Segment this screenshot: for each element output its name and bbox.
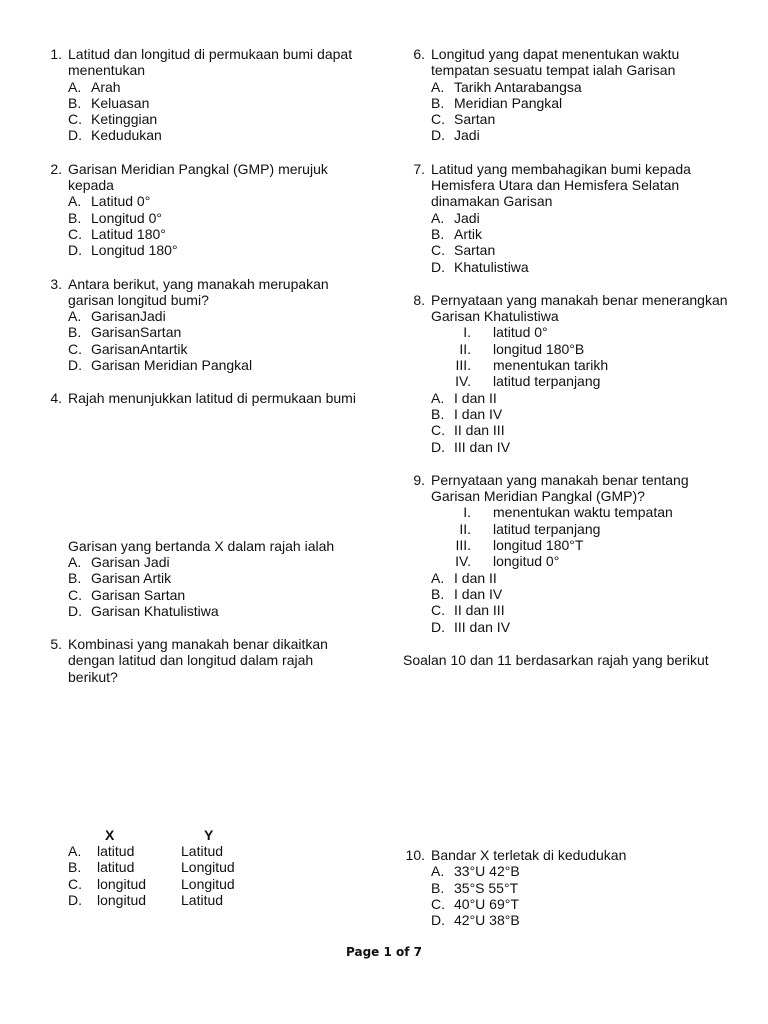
question-3 — [40, 276, 370, 374]
question-7 — [403, 161, 738, 275]
question-text: Pernyataan yang manakah benar menerangkan — [431, 291, 728, 308]
option-c: C. Garisan Sartan — [68, 586, 186, 603]
question-6 — [403, 46, 738, 144]
question-4 — [40, 390, 370, 619]
question-number: 5. — [50, 636, 62, 653]
option-d: D. Khatulistiwa — [431, 258, 529, 275]
question-text: berikut? — [68, 668, 118, 685]
question-2 — [40, 161, 370, 259]
option-d: D. III dan IV — [431, 438, 511, 455]
question-1 — [40, 46, 370, 144]
option-a: A. I dan II — [431, 389, 497, 406]
question-text: menentukan — [68, 62, 146, 79]
question-text: Longitud yang dapat menentukan waktu — [431, 46, 680, 62]
left-column — [40, 46, 370, 908]
question-text: Latitud dan longitud di permukaan bumi dapat — [68, 46, 353, 62]
option-a: A. Tarikh Antarabangsa — [431, 78, 582, 95]
table-row: C. longitud Longitud — [68, 875, 235, 892]
statement-2: II. latitud terpanjang — [459, 520, 601, 537]
option-d: D. 42°U 38°B — [431, 912, 520, 929]
option-b: B. Artik — [431, 225, 482, 242]
question-stem: Garisan yang bertanda X dalam rajah ialah — [68, 537, 335, 554]
option-c: C. Sartan — [431, 111, 496, 128]
question-8 — [403, 292, 738, 455]
option-b: B. Longitud 0° — [68, 209, 162, 226]
diagram-placeholder — [403, 668, 738, 847]
option-a: A. Jadi — [431, 209, 480, 226]
statement-2: II. longitud 180°B — [459, 340, 585, 357]
option-d: D. Garisan Khatulistiwa — [68, 602, 219, 619]
option-a: A. Arah — [68, 78, 121, 95]
question-5 — [40, 636, 370, 908]
option-b: B. Keluasan — [68, 94, 150, 111]
statement-1: I. menentukan waktu tempatan — [463, 504, 673, 521]
question-number: 8. — [413, 291, 425, 308]
question-10 — [403, 847, 738, 928]
question-number: 10. — [405, 847, 425, 864]
statement-4: IV. longitud 0° — [455, 553, 560, 570]
diagram-placeholder — [68, 407, 370, 538]
question-text: Hemisfera Utara dan Hemisfera Selatan — [431, 177, 680, 194]
section-intro: Soalan 10 dan 11 berdasarkan rajah yang berikut — [403, 651, 709, 668]
xy-table-header — [68, 827, 370, 843]
option-c: C. Latitud 180° — [68, 225, 166, 242]
option-c: C. Ketinggian — [68, 111, 158, 128]
option-b: B. I dan IV — [431, 585, 503, 602]
question-text: Bandar X terletak di kedudukan — [431, 847, 627, 864]
option-b: B. Meridian Pangkal — [431, 94, 563, 111]
table-row: B. latitud Longitud — [68, 859, 235, 876]
col-x-header: X — [105, 827, 115, 844]
question-text: Rajah menunjukkan latitud di permukaan bumi — [68, 390, 356, 407]
option-a: A. 33°U 42°B — [431, 863, 520, 880]
question-text: Antara berikut, yang manakah merupakan — [68, 275, 329, 292]
question-number: 6. — [413, 46, 425, 62]
option-c: C. Sartan — [431, 242, 496, 259]
statement-4: IV. latitud terpanjang — [455, 373, 601, 390]
question-text: dengan latitud dan longitud dalam rajah — [68, 652, 314, 669]
question-number: 7. — [413, 160, 425, 177]
option-a: A. I dan II — [431, 569, 497, 586]
option-c: C. II dan III — [431, 422, 505, 439]
question-9 — [403, 472, 738, 635]
diagram-placeholder — [68, 685, 370, 827]
question-text: Garisan Meridian Pangkal (GMP)? — [431, 488, 645, 505]
question-text: Garisan Khatulistiwa — [431, 308, 559, 325]
page-number: Page 1 of 7 — [346, 945, 422, 959]
option-a: A. Latitud 0° — [68, 193, 151, 210]
question-text: kepada — [68, 177, 114, 194]
question-text: Pernyataan yang manakah benar tentang — [431, 471, 689, 488]
question-text: Latitud yang membahagikan bumi kepada — [431, 160, 691, 177]
statement-3: III. menentukan tarikh — [455, 357, 609, 374]
question-text: Garisan Meridian Pangkal (GMP) merujuk — [68, 160, 328, 177]
question-number: 4. — [50, 390, 62, 407]
statement-1: I. latitud 0° — [463, 324, 548, 341]
statement-3: III. longitud 180°T — [455, 537, 584, 554]
option-b: B. GarisanSartan — [68, 324, 182, 341]
option-c: C. II dan III — [431, 602, 505, 619]
option-d: D. Garisan Meridian Pangkal — [68, 357, 253, 374]
option-d: D. Jadi — [431, 127, 480, 144]
question-text: garisan longitud bumi? — [68, 291, 209, 308]
question-text: Kombinasi yang manakah benar dikaitkan — [68, 636, 328, 653]
question-text: dinamakan Garisan — [431, 193, 553, 210]
table-row: D. longitud Latitud — [68, 891, 224, 908]
question-number: 3. — [50, 275, 62, 292]
table-row: A. latitud Latitud — [68, 843, 224, 860]
col-y-header: Y — [204, 827, 214, 844]
question-text: tempatan sesuatu tempat ialah Garisan — [431, 62, 676, 79]
option-a: A. GarisanJadi — [68, 308, 166, 325]
question-number: 2. — [50, 160, 62, 177]
question-number: 1. — [50, 46, 62, 62]
question-number: 9. — [413, 471, 425, 488]
xy-table — [68, 827, 370, 908]
option-b: B. 35°S 55°T — [431, 879, 519, 896]
option-c: C. 40°U 69°T — [431, 895, 519, 912]
option-d: D. III dan IV — [431, 618, 511, 635]
right-column — [403, 46, 738, 929]
option-d: D. Kedudukan — [68, 127, 162, 144]
option-a: A. Garisan Jadi — [68, 553, 170, 570]
option-b: B. Garisan Artik — [68, 570, 172, 587]
option-b: B. I dan IV — [431, 405, 503, 422]
option-d: D. Longitud 180° — [68, 242, 178, 259]
option-c: C. GarisanAntartik — [68, 340, 188, 357]
